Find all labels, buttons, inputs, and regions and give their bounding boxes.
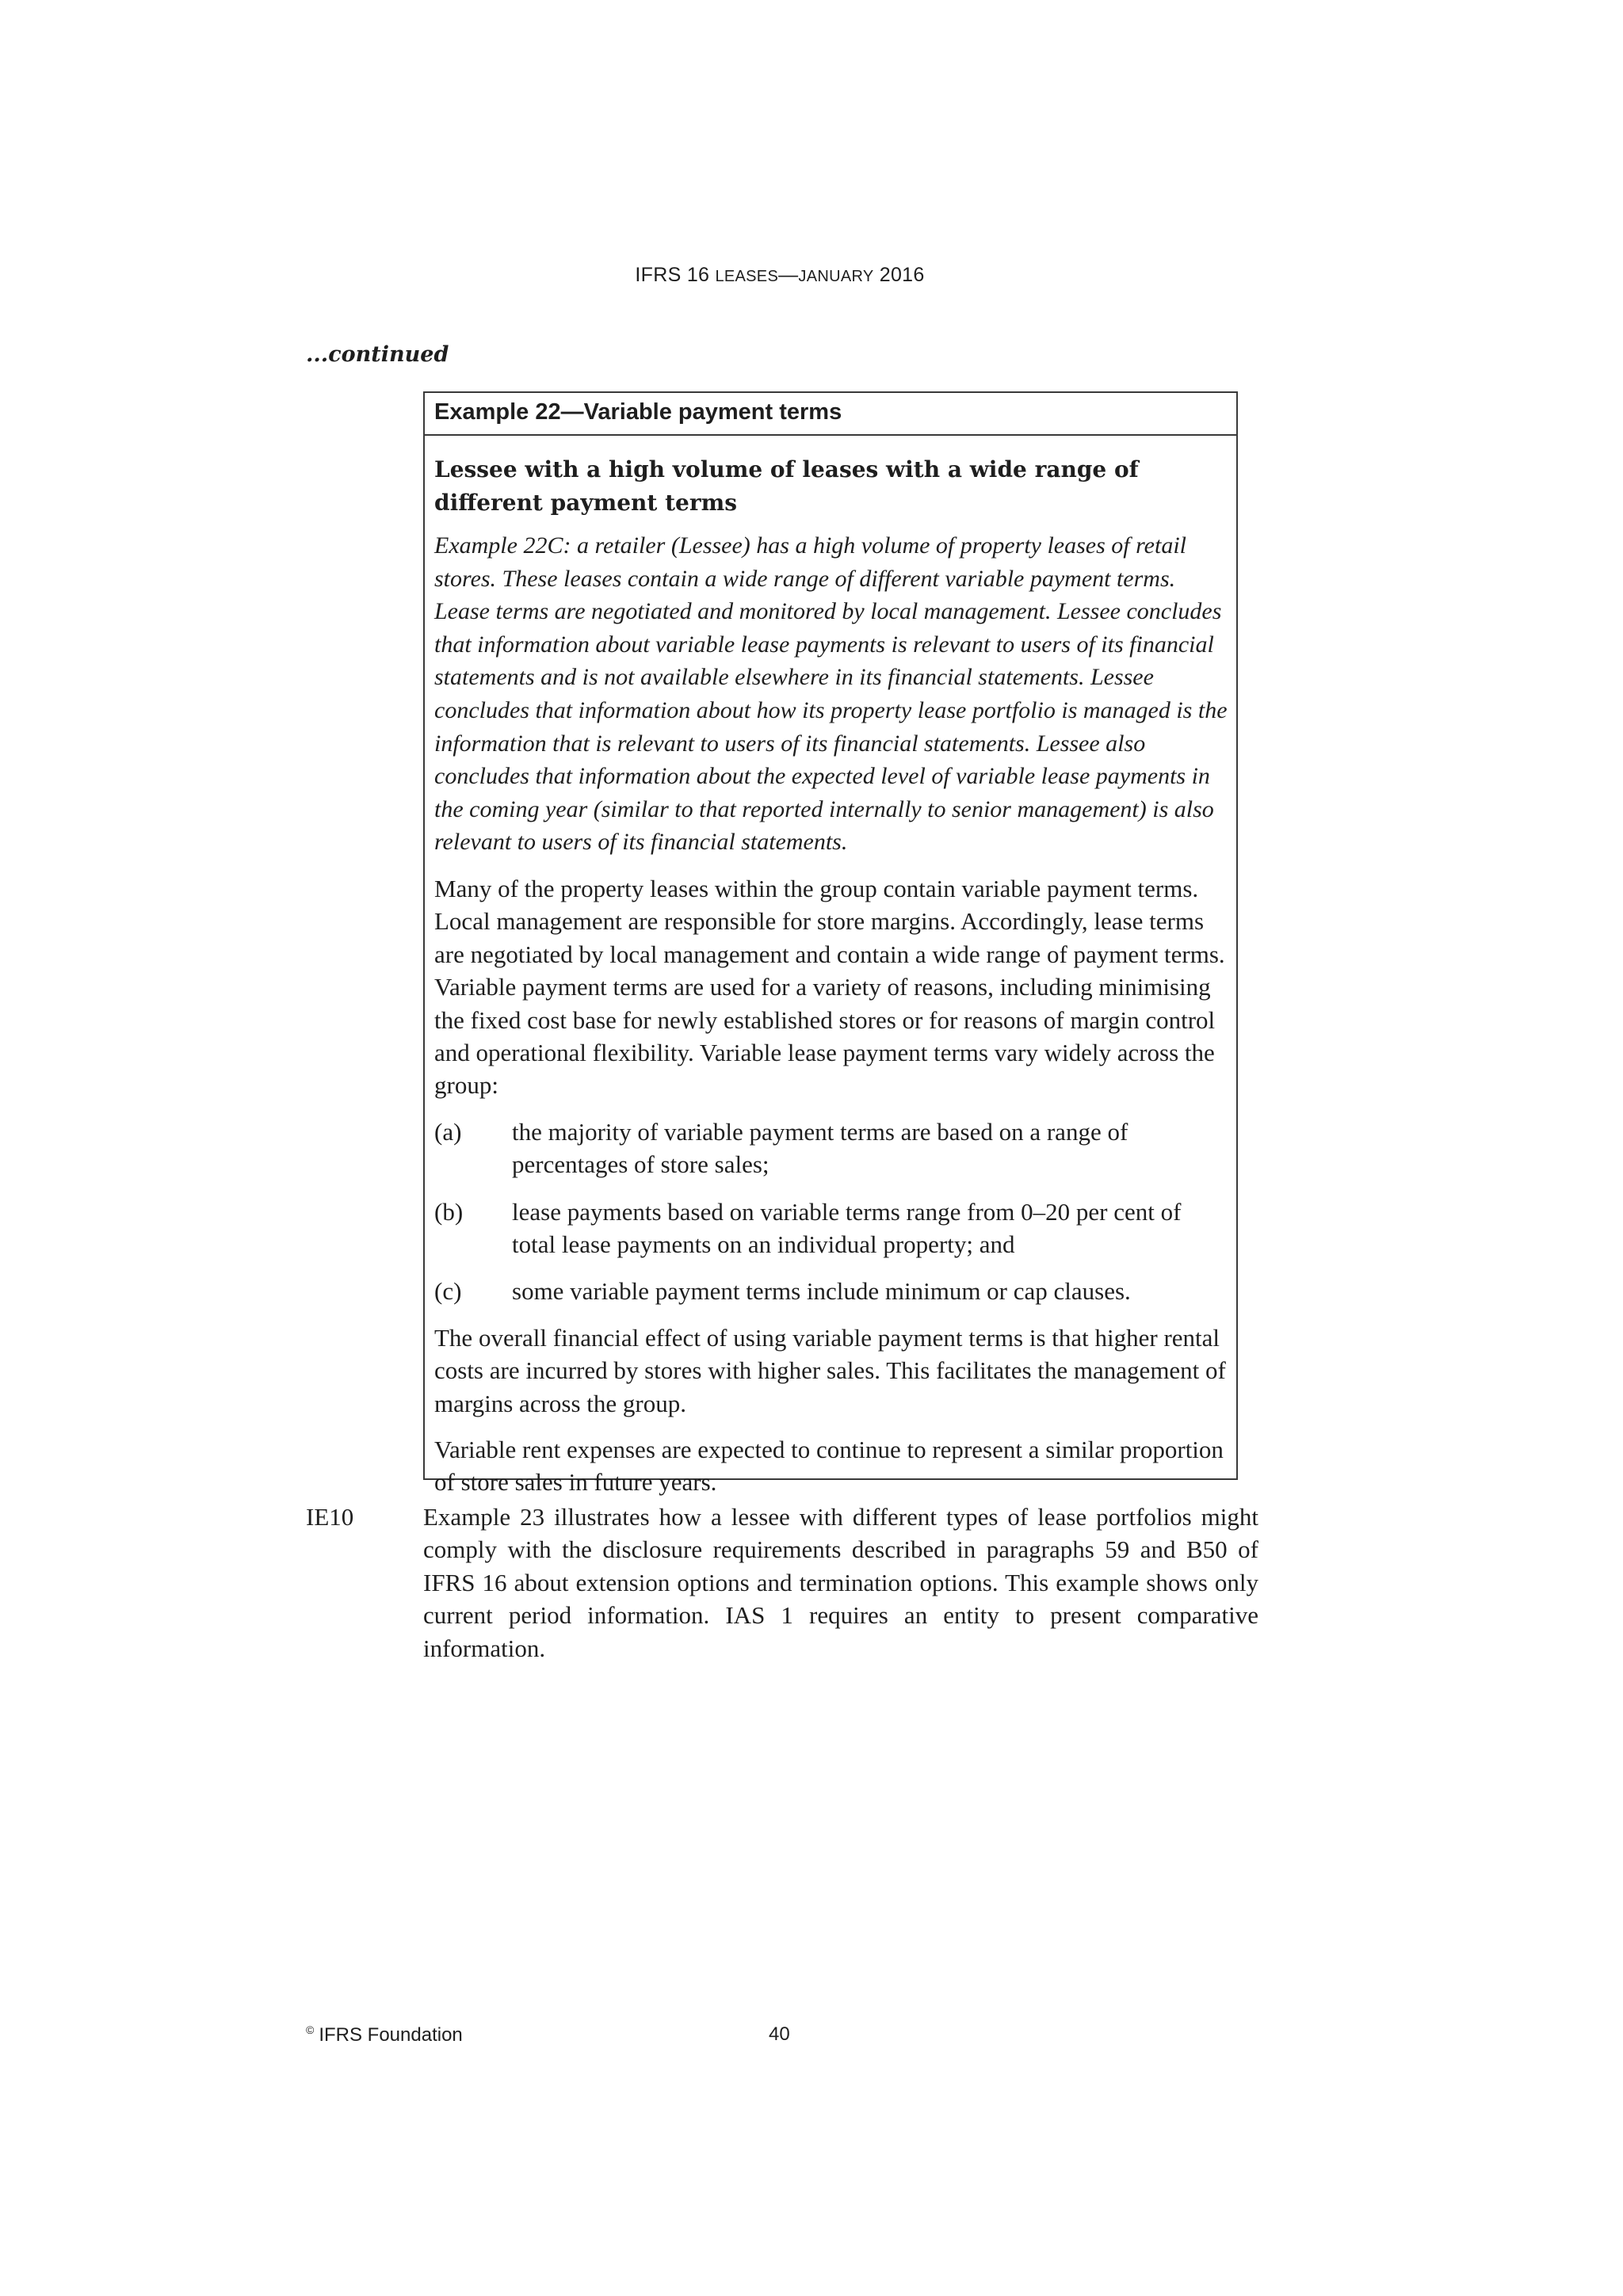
variable-terms-list — [434, 1116, 1227, 1308]
page-number: 40 — [769, 2023, 790, 2045]
running-header — [0, 264, 1560, 287]
list-marker: (b) — [434, 1197, 464, 1226]
example-paragraph-2: The overall financial effect of using variable payment terms is that higher rental costs are incurred by stores with higher sales. This facilitates the management of margins across the group. — [434, 1323, 1226, 1417]
list-item — [434, 1275, 1227, 1307]
paragraph-text: Example 23 illustrates how a lessee with different types of lease portfolios might comply with the disclosure requirements described in paragraphs 59 and B50 of IFRS 16 about extension options and termination options. This example shows only current period information. IAS 1 requires an entity to present comparative information. — [423, 1503, 1258, 1662]
example-paragraph-1: Many of the property leases within the group contain variable payment terms. Local management are responsible for store margins. Accordingly, lease terms are negotiated by local management and contain a wide range of payment terms. Variable payment terms are used for a variety of reasons, including minimising the fixed cost base for newly established stores or for reasons of margin control and operational flexibility. Variable lease payment terms vary widely across the group: — [434, 874, 1225, 1100]
example-title: Example 22—Variable payment terms — [425, 393, 1236, 436]
copyright-symbol: © — [306, 2023, 315, 2036]
running-header-smallcaps-month: JANUARY — [798, 268, 874, 285]
running-header-dash: — — [778, 264, 799, 286]
example-scenario-text: Example 22C: a retailer (Lessee) has a high volume of property leases of retail stores. These leases contain a wide range of different variable payment terms. Lease terms are negotiated and monitored by local management. Lessee concludes that information about variable lease payments is relevant to users of its financial statements and is not available elsewhere in its financial statements. Lessee concludes that information about how its property lease portfolio is managed is the information that is relevant to users of its financial statements. Lessee also concludes that information about the expected level of variable lease payments in the coming year (similar to that reported internally to senior management) is also relevant to users of its financial statements. — [434, 532, 1228, 856]
running-header-year: 2016 — [873, 264, 925, 286]
paragraph-number: IE10 — [306, 1503, 354, 1531]
continued-label: ...continued — [306, 342, 449, 367]
list-item-text: the majority of variable payment terms are based on a range of percentages of store sales; — [512, 1117, 1128, 1179]
footer-copyright — [306, 2023, 463, 2046]
running-header-part: IFRS 16 — [635, 264, 716, 286]
paragraph-ie10 — [306, 1501, 1258, 1665]
example-paragraph-3: Variable rent expenses are expected to continue to represent a similar proportion of store sales in future years. — [434, 1436, 1224, 1497]
list-item — [434, 1116, 1227, 1181]
example-body — [425, 436, 1236, 1499]
footer-organization: IFRS Foundation — [319, 2024, 463, 2046]
running-header-smallcaps: LEASES — [715, 268, 779, 285]
list-item-text: lease payments based on variable terms range from 0–20 per cent of total lease payments on an individual property; and — [512, 1197, 1182, 1258]
example-case-heading: Lessee with a high volume of leases with a wide range of different payment terms — [434, 456, 1139, 516]
list-item-text: some variable payment terms include minimum or cap clauses. — [512, 1277, 1131, 1306]
list-marker: (a) — [434, 1117, 462, 1146]
example-box — [423, 391, 1238, 1497]
list-item — [434, 1196, 1227, 1261]
list-marker: (c) — [434, 1277, 462, 1306]
